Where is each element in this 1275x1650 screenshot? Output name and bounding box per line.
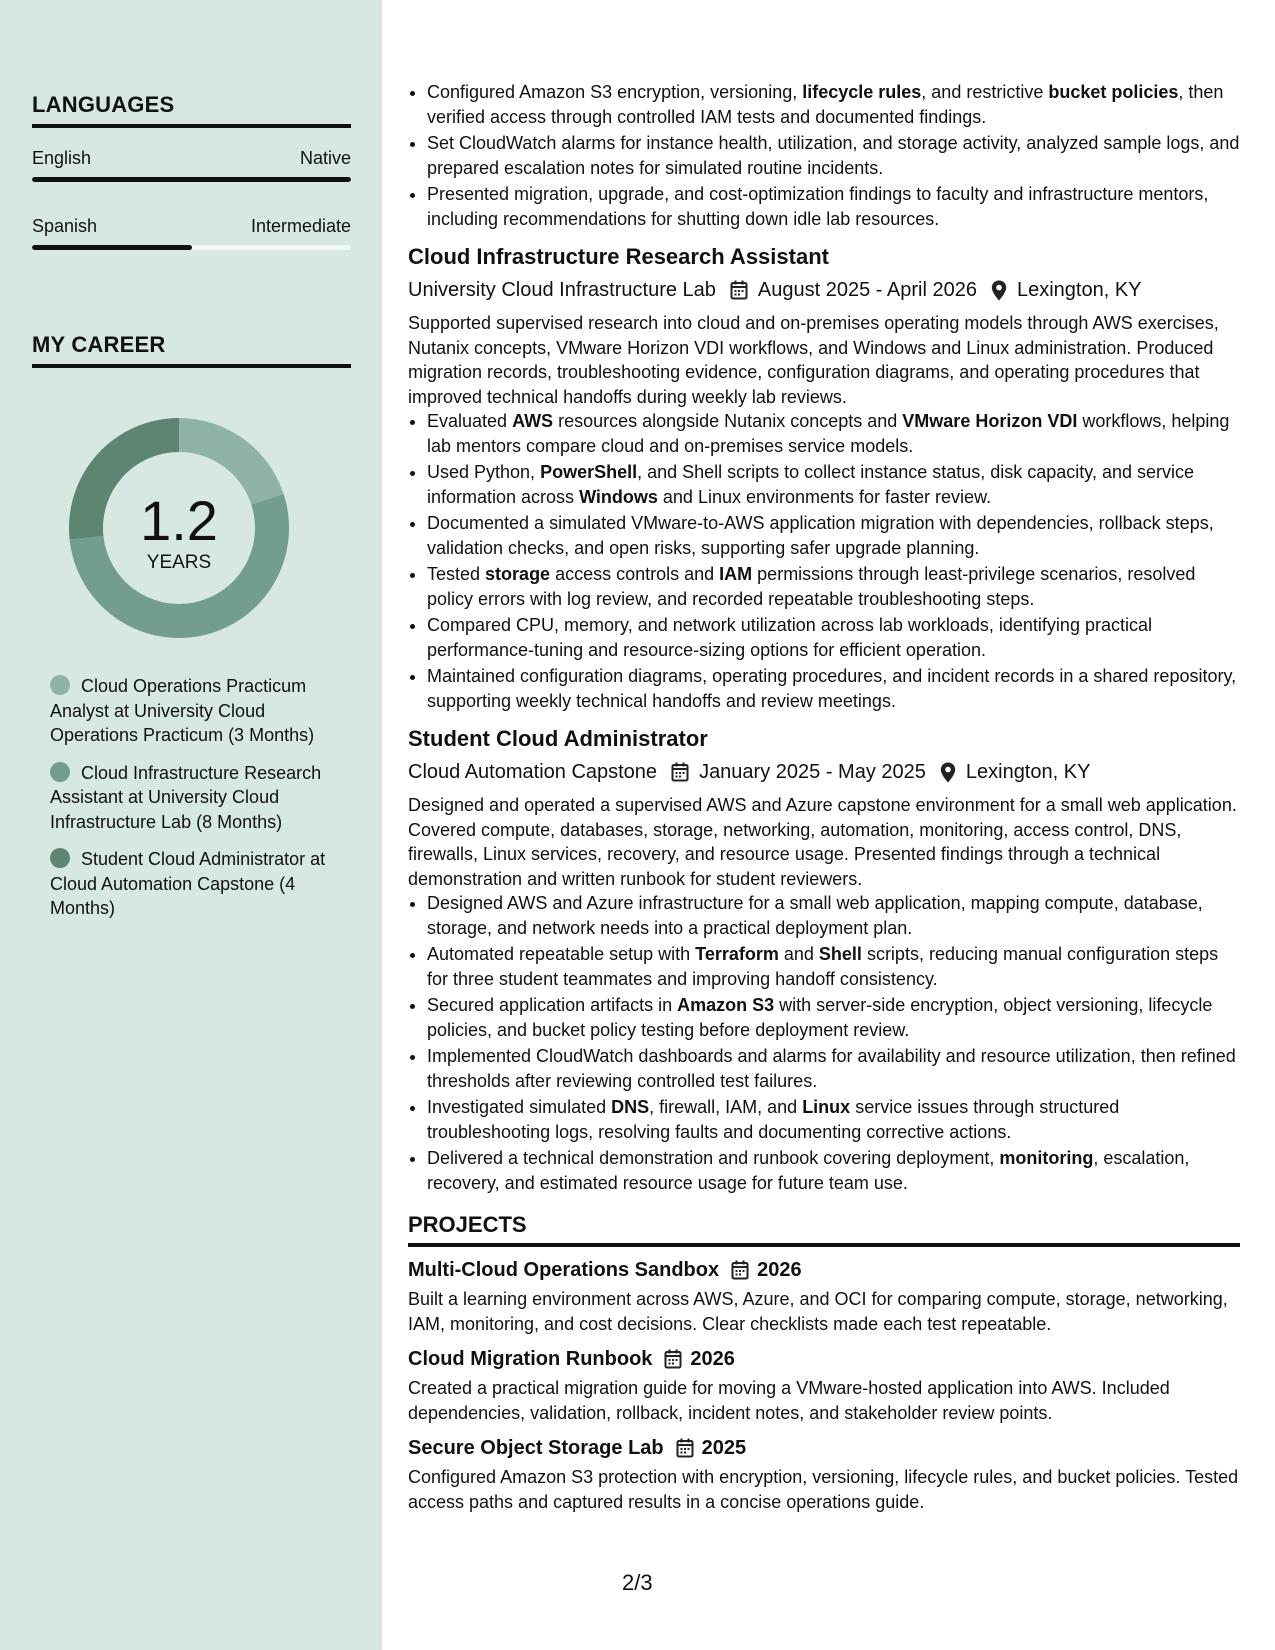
sidebar: [0, 0, 382, 1650]
calendar-icon: [676, 1438, 694, 1458]
job-location: Lexington, KY: [965, 761, 1091, 783]
language-proficiency-bar: [32, 177, 351, 182]
languages-section: [32, 92, 351, 250]
job-title: Student Cloud Administrator: [408, 726, 708, 751]
job-bullets: [408, 891, 1240, 1195]
language-proficiency-fill: [32, 245, 192, 250]
previous-job-bullets: [408, 80, 1240, 231]
projects-heading: PROJECTS: [408, 1211, 1240, 1247]
project-entry: [408, 1435, 1240, 1514]
legend-dot: [50, 675, 70, 695]
project-year: 2026: [757, 1259, 802, 1281]
bullet-item: • Configured Amazon S3 encryption, versioning, lifecycle rules, and restrictive bucket policies, then verified access through controlled IAM tests and documented findings.: [427, 80, 1240, 129]
career-legend-item: [50, 761, 330, 835]
bullet-item: • Implemented CloudWatch dashboards and alarms for availability and resource utilization, then refined thresholds after reviewing controlled test failures.: [427, 1044, 1240, 1093]
bullet-item: • Delivered a technical demonstration and runbook covering deployment, monitoring, escalation, recovery, and estimated resource usage for future team use.: [427, 1146, 1240, 1195]
job-organization: University Cloud Infrastructure Lab: [408, 279, 716, 301]
bullet-item: • Maintained configuration diagrams, operating procedures, and incident records in a shared repository, supporting weekly technical handoffs and review meetings.: [427, 664, 1240, 713]
bullet-item: • Evaluated AWS resources alongside Nutanix concepts and VMware Horizon VDI workflows, helping lab mentors compare cloud and on-premises service models.: [427, 409, 1240, 458]
career-total-unit: YEARS: [146, 552, 212, 573]
career-legend: [50, 674, 330, 934]
project-title: Multi-Cloud Operations Sandbox: [408, 1259, 720, 1281]
career-legend-item: [50, 674, 330, 748]
bullet-item: • Automated repeatable setup with Terraform and Shell scripts, reducing manual configuration steps for three student teammates and improving handoff consistency.: [427, 942, 1240, 991]
legend-dot: [50, 848, 70, 868]
languages-heading: LANGUAGES: [32, 92, 351, 128]
career-total-value: 1.2: [140, 489, 218, 552]
calendar-icon: [730, 280, 748, 300]
project-entry: [408, 1257, 1240, 1336]
career-legend-label: Cloud Operations Practicum Analyst at University Cloud Operations Practicum (3 Months): [50, 676, 315, 745]
project-title: Secure Object Storage Lab: [408, 1437, 664, 1459]
bullet-item: • Documented a simulated VMware-to-AWS application migration with dependencies, rollback steps, validation checks, and open risks, supporting safer upgrade planning.: [427, 511, 1240, 560]
project-header: [408, 1346, 1240, 1372]
job-description: Supported supervised research into cloud and on-premises operating models through AWS exercises, Nutanix concepts, VMware Horizon VDI workflows, and Windows and Linux administration. Produced migration records, troubleshooting evidence, configuration diagrams, and operating procedures that improved technical handoffs during weekly lab reviews.: [408, 313, 1219, 407]
bullet-item: • Used Python, PowerShell, and Shell scripts to collect instance status, disk capacity, and service information across Windows and Linux environments for faster review.: [427, 460, 1240, 509]
project-year: 2025: [701, 1437, 747, 1459]
career-legend-label: Student Cloud Administrator at Cloud Automation Capstone (4 Months): [50, 849, 326, 918]
job-location: Lexington, KY: [1016, 279, 1142, 301]
job-bullets: [408, 409, 1240, 713]
legend-dot: [50, 762, 70, 782]
bullet-item: • Investigated simulated DNS, firewall, IAM, and Linux service issues through structured troubleshooting logs, resolving faults and documenting corrective actions.: [427, 1095, 1240, 1144]
main-content: [408, 80, 1240, 1520]
career-legend-label: Cloud Infrastructure Research Assistant at University Cloud Infrastructure Lab (8 Months): [50, 762, 322, 832]
language-proficiency-fill: [32, 177, 351, 182]
calendar-icon: [671, 762, 689, 782]
calendar-icon: [731, 1260, 749, 1280]
job-meta: [408, 277, 1240, 303]
project-entry: [408, 1346, 1240, 1425]
language-proficiency-bar: [32, 245, 351, 250]
career-legend-item: [50, 847, 330, 921]
location-pin-icon: [991, 280, 1007, 301]
career-section: [32, 332, 351, 368]
bullet-item: • Tested storage access controls and IAM permissions through least-privilege scenarios, resolved policy errors with log review, and recorded repeatable troubleshooting steps.: [427, 562, 1240, 611]
project-header: [408, 1435, 1240, 1461]
calendar-icon: [664, 1349, 682, 1369]
job-dates: August 2025 - April 2026: [757, 279, 977, 301]
job-entry: [408, 725, 1240, 1195]
project-description: Configured Amazon S3 protection with encryption, versioning, lifecycle rules, and bucket policies. Tested access paths and captured results in a concise operations guide.: [408, 1467, 1239, 1512]
language-item: [32, 148, 351, 182]
job-organization: Cloud Automation Capstone: [408, 761, 658, 783]
language-level: Native: [299, 148, 351, 168]
project-year: 2026: [690, 1348, 735, 1370]
page-number: 2/3: [622, 1570, 653, 1595]
job-title: Cloud Infrastructure Research Assistant: [408, 244, 829, 269]
language-name: English: [32, 148, 92, 168]
language-item: [32, 216, 351, 250]
project-title: Cloud Migration Runbook: [408, 1348, 653, 1370]
language-level: Intermediate: [250, 216, 351, 236]
career-heading: MY CAREER: [32, 332, 351, 368]
location-pin-icon: [940, 762, 956, 783]
project-header: [408, 1257, 1240, 1283]
bullet-item: • Designed AWS and Azure infrastructure for a small web application, mapping compute, database, storage, and network needs into a practical deployment plan.: [427, 891, 1240, 940]
career-donut-chart: [66, 415, 292, 641]
bullet-item: • Compared CPU, memory, and network utilization across lab workloads, identifying practical performance-tuning and resource-sizing options for efficient operation.: [427, 613, 1240, 662]
job-description: Designed and operated a supervised AWS and Azure capstone environment for a small web application. Covered compute, databases, storage, networking, automation, monitoring, access control, DNS, firewalls, Linux services, recovery, and resource usage. Presented findings through a technical demonstration and written runbook for student reviewers.: [408, 795, 1237, 889]
project-description: Built a learning environment across AWS, Azure, and OCI for comparing compute, storage, networking, IAM, monitoring, and cost decisions. Clear checklists made each test repeatable.: [408, 1289, 1228, 1334]
bullet-item: • Set CloudWatch alarms for instance health, utilization, and storage activity, analyzed sample logs, and prepared escalation notes for simulated routine incidents.: [427, 131, 1240, 180]
project-description: Created a practical migration guide for moving a VMware-hosted application into AWS. Included dependencies, validation, rollback, incident notes, and stakeholder review points.: [408, 1378, 1170, 1423]
job-entry: [408, 243, 1240, 713]
bullet-item: • Secured application artifacts in Amazon S3 with server-side encryption, object versioning, lifecycle policies, and bucket policy testing before deployment review.: [427, 993, 1240, 1042]
job-dates: January 2025 - May 2025: [699, 761, 926, 783]
language-name: Spanish: [32, 216, 98, 236]
job-meta: [408, 759, 1240, 785]
bullet-item: • Presented migration, upgrade, and cost-optimization findings to faculty and infrastructure mentors, including recommendations for shutting down idle lab resources.: [427, 182, 1240, 231]
